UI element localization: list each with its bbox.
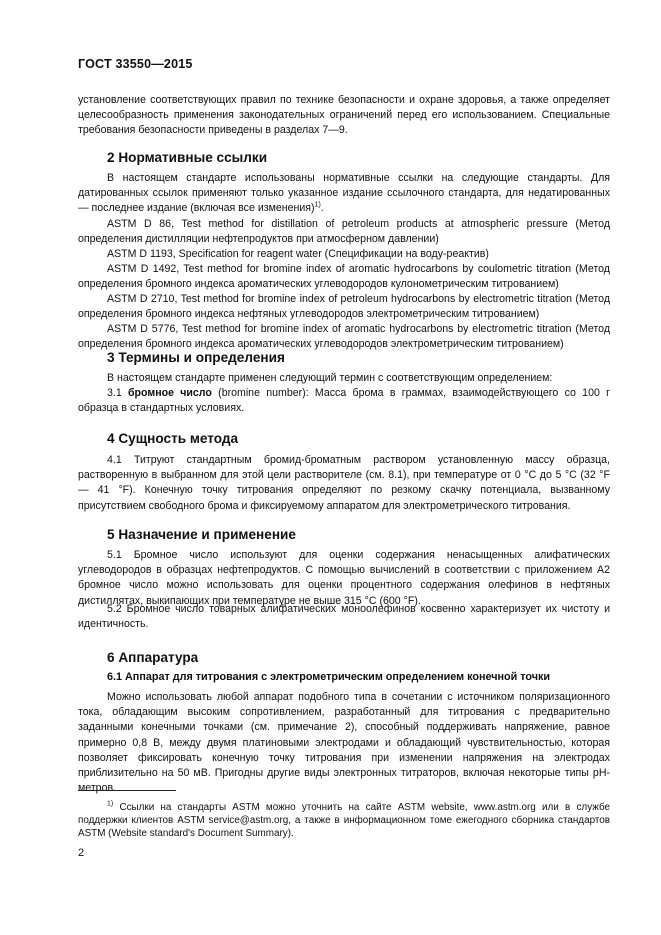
page-number: 2 <box>78 847 85 859</box>
footnote: $^{1)}$ Ссылки на стандарты ASTM можно уточнить на сайте ASTM website, www.astm.org или в службе поддержки клиентов ASTM service@astm.org, а также в информационном томе ежегодного сборника стандартов ASTM (Website standard's Document Summary). <box>78 800 610 840</box>
section-5-paragraph: 5.2 Бромное число товарных алифатических моноолефинов косвенно характеризует их чистоту и идентичность. <box>78 603 610 631</box>
section-3-paragraph: В настоящем стандарте применен следующий термин с соответствующим определением: <box>107 372 553 384</box>
document-header: ГОСТ 33550—2015 <box>78 57 193 71</box>
reference-item: ASTM D 1492, Test method for bromine index of aromatic hydrocarbons by coulometric titration (Метод определения бромного индекса ароматических углеводородов кулонометрическим титрованием) <box>78 263 610 291</box>
intro-paragraph: установление соответствующих правил по технике безопасности и охране здоровья, а также определяет целесообразность применения законодательных ограничений перед его использованием. Специальные требования безопасности приведены в разделах 7—9. <box>78 94 610 137</box>
section-5-title: 5 Назначение и применение <box>107 527 296 542</box>
term-definition: 3.1 бромное число (bromine number): Масса брома в граммах, взаимодействующего со 100 г образца в стандартных условиях. <box>78 387 610 415</box>
section-4-title: 4 Сущность метода <box>107 431 239 446</box>
reference-item: ASTM D 86, Test method for distillation of petroleum products at atmospheric pressure (Метод определения дистилляции нефтепродуктов при атмосферном давлении) <box>78 218 610 246</box>
term-name: бромное число <box>128 387 212 399</box>
section-5-paragraph: 5.1 Бромное число используют для оценки содержания ненасыщенных алифатических углеводородов в образцах нефтепродуктов. С помощью вычислений в соответствии с приложением А2 бромное число можно использовать для оценки процентного содержания олефинов в нефтяных дистиллятах, выкипающих при температуре не выше 315 °С (600 °F). <box>78 549 610 607</box>
section-6-paragraph: Можно использовать любой аппарат подобного типа в сочетании с источником поляризационного тока, обладающим высоким сопротивлением, разработанный для титрования с предварительно заданными конечными точками (см. примечание 2), способный поддерживать напряжение, равное примерно 0,8 В, между двумя платиновыми электродами и обладающий чувствительностью, которая позволяет фиксировать конечную точку титрования при изменении напряжения на электродах приблизительно на 50 мВ. Пригодны другие виды электронных титраторов, включая некоторые типы рН-метров. <box>78 691 610 795</box>
section-4-paragraph: 4.1 Титруют стандартным бромид-броматным раствором установленную массу образца, растворенную в выбранном для этой цели растворителе (см. 8.1), при температуре от 0 °С до 5 °С (32 °F — 41 °F). Конечную точку титрования определяют по резкому скачку потенциала, вызванному присутствием свободного брома и фиксируемому аппаратом для электрометрического титрования. <box>78 454 610 512</box>
section-2-paragraph: В настоящем стандарте использованы нормативные ссылки на следующие стандарты. Для датированных ссылок применяют только указанное издание ссылочного стандарта, для недатированных — последнее издание (включая все изменения)$^{1)}$. <box>78 172 610 215</box>
section-2-title: 2 Нормативные ссылки <box>107 150 268 165</box>
footnote-mark: 1) <box>107 800 114 808</box>
reference-item: ASTM D 1193, Specification for reagent water (Спецификации на воду-реактив) <box>107 248 489 260</box>
subsection-6-1-title: 6.1 Аппарат для титрования с электрометрическим определением конечной точки <box>107 671 551 683</box>
section-3-title: 3 Термины и определения <box>107 350 285 365</box>
footnote-ref: 1) <box>314 201 321 209</box>
reference-item: ASTM D 5776, Test method for bromine index of aromatic hydrocarbons by electrometric titration (Метод определения бромного индекса ароматических углеводородов электрометрическим титрованием) <box>78 323 610 351</box>
footnote-divider <box>78 790 176 791</box>
reference-item: ASTM D 2710, Test method for bromine index of petroleum hydrocarbons by electrometric titration (Метод определения бромного индекса нефтяных углеводородов электрометрическим титрованием) <box>78 293 610 321</box>
section-6-title: 6 Аппаратура <box>107 650 199 665</box>
